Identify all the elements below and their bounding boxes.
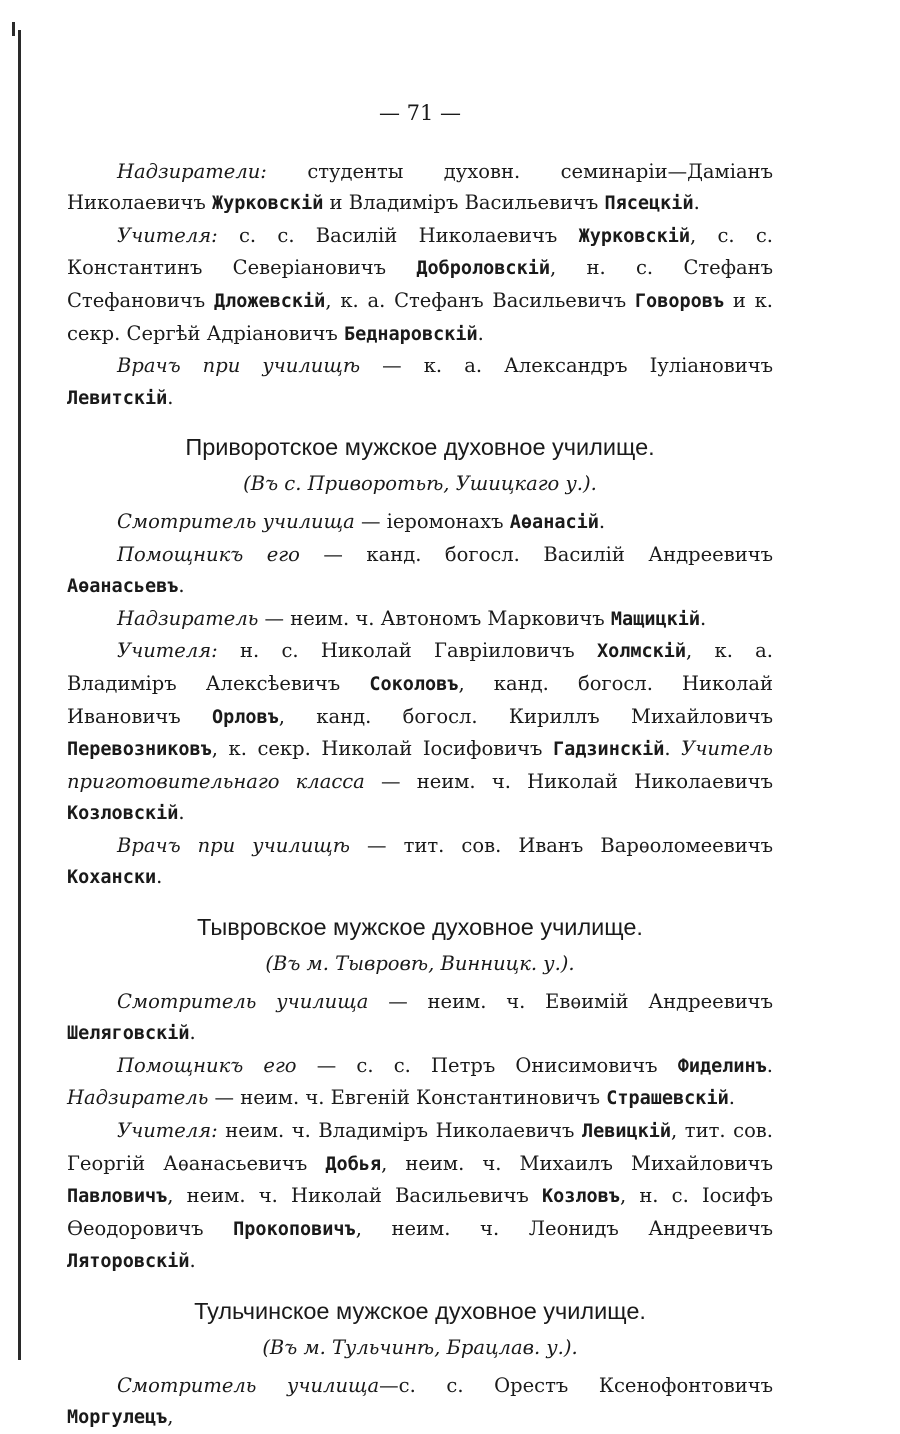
- paragraph-supervisor: Надзиратель — неим. ч. Автономъ Марковичъ Мащицкій.: [117, 606, 707, 630]
- page-edge: [18, 30, 21, 1360]
- paragraph-doctor: Врачъ при училищѣ — к. а. Александръ Іуліановичъ Левитскій.: [67, 354, 773, 409]
- paragraph-teachers: Учителя: н. с. Николай Гавріиловичъ Холмскій, к. а. Владиміръ Алексѣевичъ Соколовъ, канд. богосл. Николай Ивановичъ Орловъ, канд. богосл. Кириллъ Михайловичъ Перевозниковъ, к. секр. Николай Іосифовичъ Гадзинскій. Учитель приготовительнаго класса — неим. ч. Николай Николаевичъ Козловскій.: [67, 639, 773, 825]
- section-subheading-tulchinskoe: (Въ м. Тульчинѣ, Брацлав. у.).: [262, 1336, 578, 1359]
- paragraph-head: Смотритель училища — неим. ч. Евѳимій Андреевичъ Шеляговскій.: [67, 989, 773, 1045]
- paragraph-assistant: Помощникъ его — канд. богосл. Василій Андреевичъ Аѳанасьевъ.: [67, 542, 773, 598]
- page-number: — 71 —: [378, 101, 462, 125]
- paragraph-doctor: Врачъ при училищѣ — тит. сов. Иванъ Варѳоломеевичъ Кохански.: [67, 833, 773, 889]
- paragraph-supervisors: Надзиратели: студенты духовн. семинаріи—Даміанъ Николаевичъ Журковскій и Владиміръ Васильевичъ Пясецкій.: [67, 159, 773, 215]
- section-heading-privorotskoe: Приворотское мужское духовное училище.: [185, 434, 655, 461]
- paragraph-head: Смотритель училища — іеромонахъ Аѳанасій.: [117, 509, 606, 533]
- page-content: [67, 98, 773, 1434]
- section-heading-tulchinskoe: Тульчинское мужское духовное училище.: [194, 1298, 646, 1324]
- paragraph-teachers: Учителя: с. с. Василій Николаевичъ Журковскій, с. с. Константинъ Северіановичъ Доброловскій, н. с. Стефанъ Стефановичъ Дложевскій, к. а. Стефанъ Васильевичъ Говоровъ и к. секр. Сергѣй Адріановичъ Беднаровскій.: [67, 223, 773, 345]
- section-subheading-tyvrovskoe: (Въ м. Тывровѣ, Винницк. у.).: [265, 952, 575, 976]
- section-subheading-privorotskoe: (Въ с. Приворотьѣ, Ушицкаго у.).: [243, 472, 597, 496]
- section-heading-tyvrovskoe: Тывровское мужское духовное училище.: [197, 914, 643, 941]
- paragraph-teachers: Учителя: неим. ч. Владиміръ Николаевичъ Левицкій, тит. сов. Георгій Аѳанасьевичъ Добья, неим. ч. Михаилъ Михайловичъ Павловичъ, неим. ч. Николай Васильевичъ Козловъ, н. с. Іосифъ Ѳеодоровичъ Прокоповичъ, неим. ч. Леонидъ Андреевичъ Ляторовскій.: [67, 1119, 774, 1273]
- paragraph-head: Смотритель училища—с. с. Орестъ Ксенофонтовичъ Моргулецъ,: [67, 1373, 773, 1429]
- paragraph-assistant: Помощникъ его — с. с. Петръ Онисимовичъ Фиделинъ. Надзиратель — неим. ч. Евгеній Константиновичъ Страшевскій.: [67, 1053, 773, 1110]
